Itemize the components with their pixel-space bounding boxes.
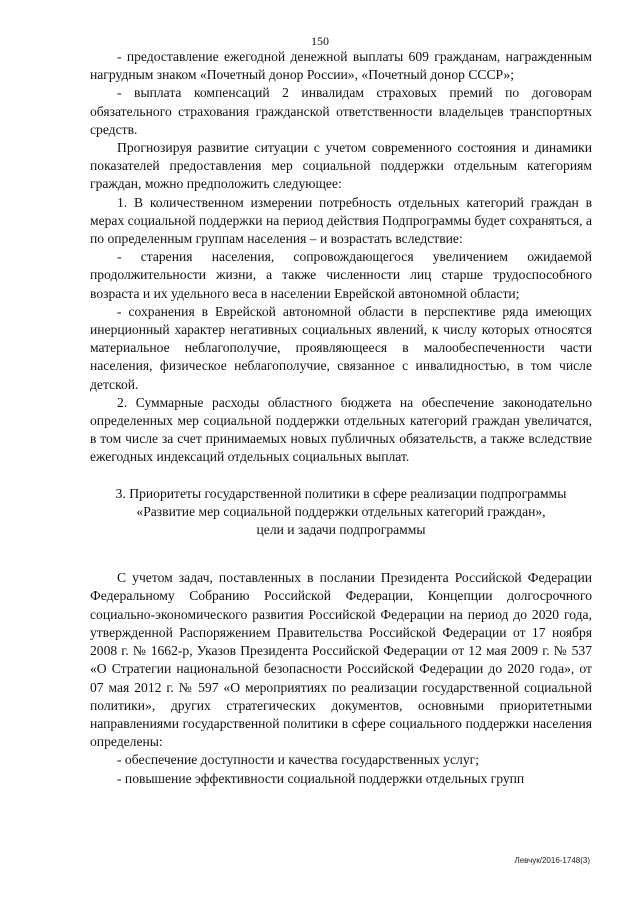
paragraph-point-2: 2. Суммарные расходы областного бюджета на обеспечение законодательно определенных мер социальной поддержки отдельных категорий граждан увеличатся, в том числе за счет принимаемых новых публичных обязательств, а также вследствие ежегодных индексаций отдельных социальных выплат. (90, 394, 592, 465)
list-item-services-access: - обеспечение доступности и качества государственных услуг; (117, 752, 479, 768)
footer-document-code: Левчук/2016-1748(3) (514, 856, 590, 865)
paragraph-population-aging: - старения населения, сопровождающегося увеличением ожидаемой продолжительности жизни, а также численности лиц старше трудоспособного возраста и их удельного веса в населении Еврейской автономной области; (90, 249, 592, 301)
section-heading-line-3: цели и задачи подпрограммы (256, 522, 426, 538)
document-body (90, 48, 592, 788)
section-heading-line-1: 3. Приоритеты государственной политики в сфере реализации подпрограммы (115, 485, 567, 501)
paragraph-point-1: 1. В количественном измерении потребность отдельных категорий граждан в мерах социальной поддержки на период действия Подпрограммы будет сохраняться, а по определенным группам населения – и возрастать вследствие: (90, 194, 592, 247)
paragraph-insurance-compensation: - выплата компенсаций 2 инвалидам страховых премий по договорам обязательного страхования гражданской ответственности владельцев транспортных средств. (90, 85, 592, 137)
list-item-support-efficiency: - повышение эффективности социальной поддержки отдельных групп (117, 770, 525, 786)
paragraph-priorities: С учетом задач, поставленных в послании Президента Российской Федерации Федеральному Собранию Российской Федерации, Концепции долгосрочного социально-экономического развития Российской Федерации на период до 2020 года, утвержденной Распоряжением Правительства Российской Федерации от 17 ноября 2008 г. № 1662-р, Указов Президента Российской Федерации от 12 мая 2009 г. № 537 «О Стратегии национальной безопасности Российской Федерации до 2020 года», от 07 мая 2012 г. № 597 «О мероприятиях по реализации государственной социальной политики», других стратегических документов, основными приоритетными направлениями государственной политики в сфере социального поддержки населения определены: (90, 570, 592, 750)
paragraph-negative-phenomena: - сохранения в Еврейской автономной области в перспективе ряда имеющих инерционный характер негативных социальных явлений, к числу которых относятся материальное неблагополучие, проявляющееся в малообеспеченности части населения, физическое неблагополучие, связанное с инвалидностью, в том числе детской. (90, 303, 592, 392)
section-heading-line-2: «Развитие мер социальной поддержки отдельных категорий граждан», (136, 503, 546, 519)
page-number: 150 (311, 34, 329, 48)
paragraph-forecast-intro: Прогнозируя развитие ситуации с учетом современного состояния и динамики показателей предоставления мер социальной поддержки отдельным категориям граждан, можно предположить следующее: (90, 140, 592, 192)
section-heading (90, 485, 592, 540)
paragraph-donor-payment: - предоставление ежегодной денежной выплаты 609 гражданам, награжденным нагрудным знаком «Почетный донор России», «Почетный донор СССР»; (90, 49, 592, 83)
